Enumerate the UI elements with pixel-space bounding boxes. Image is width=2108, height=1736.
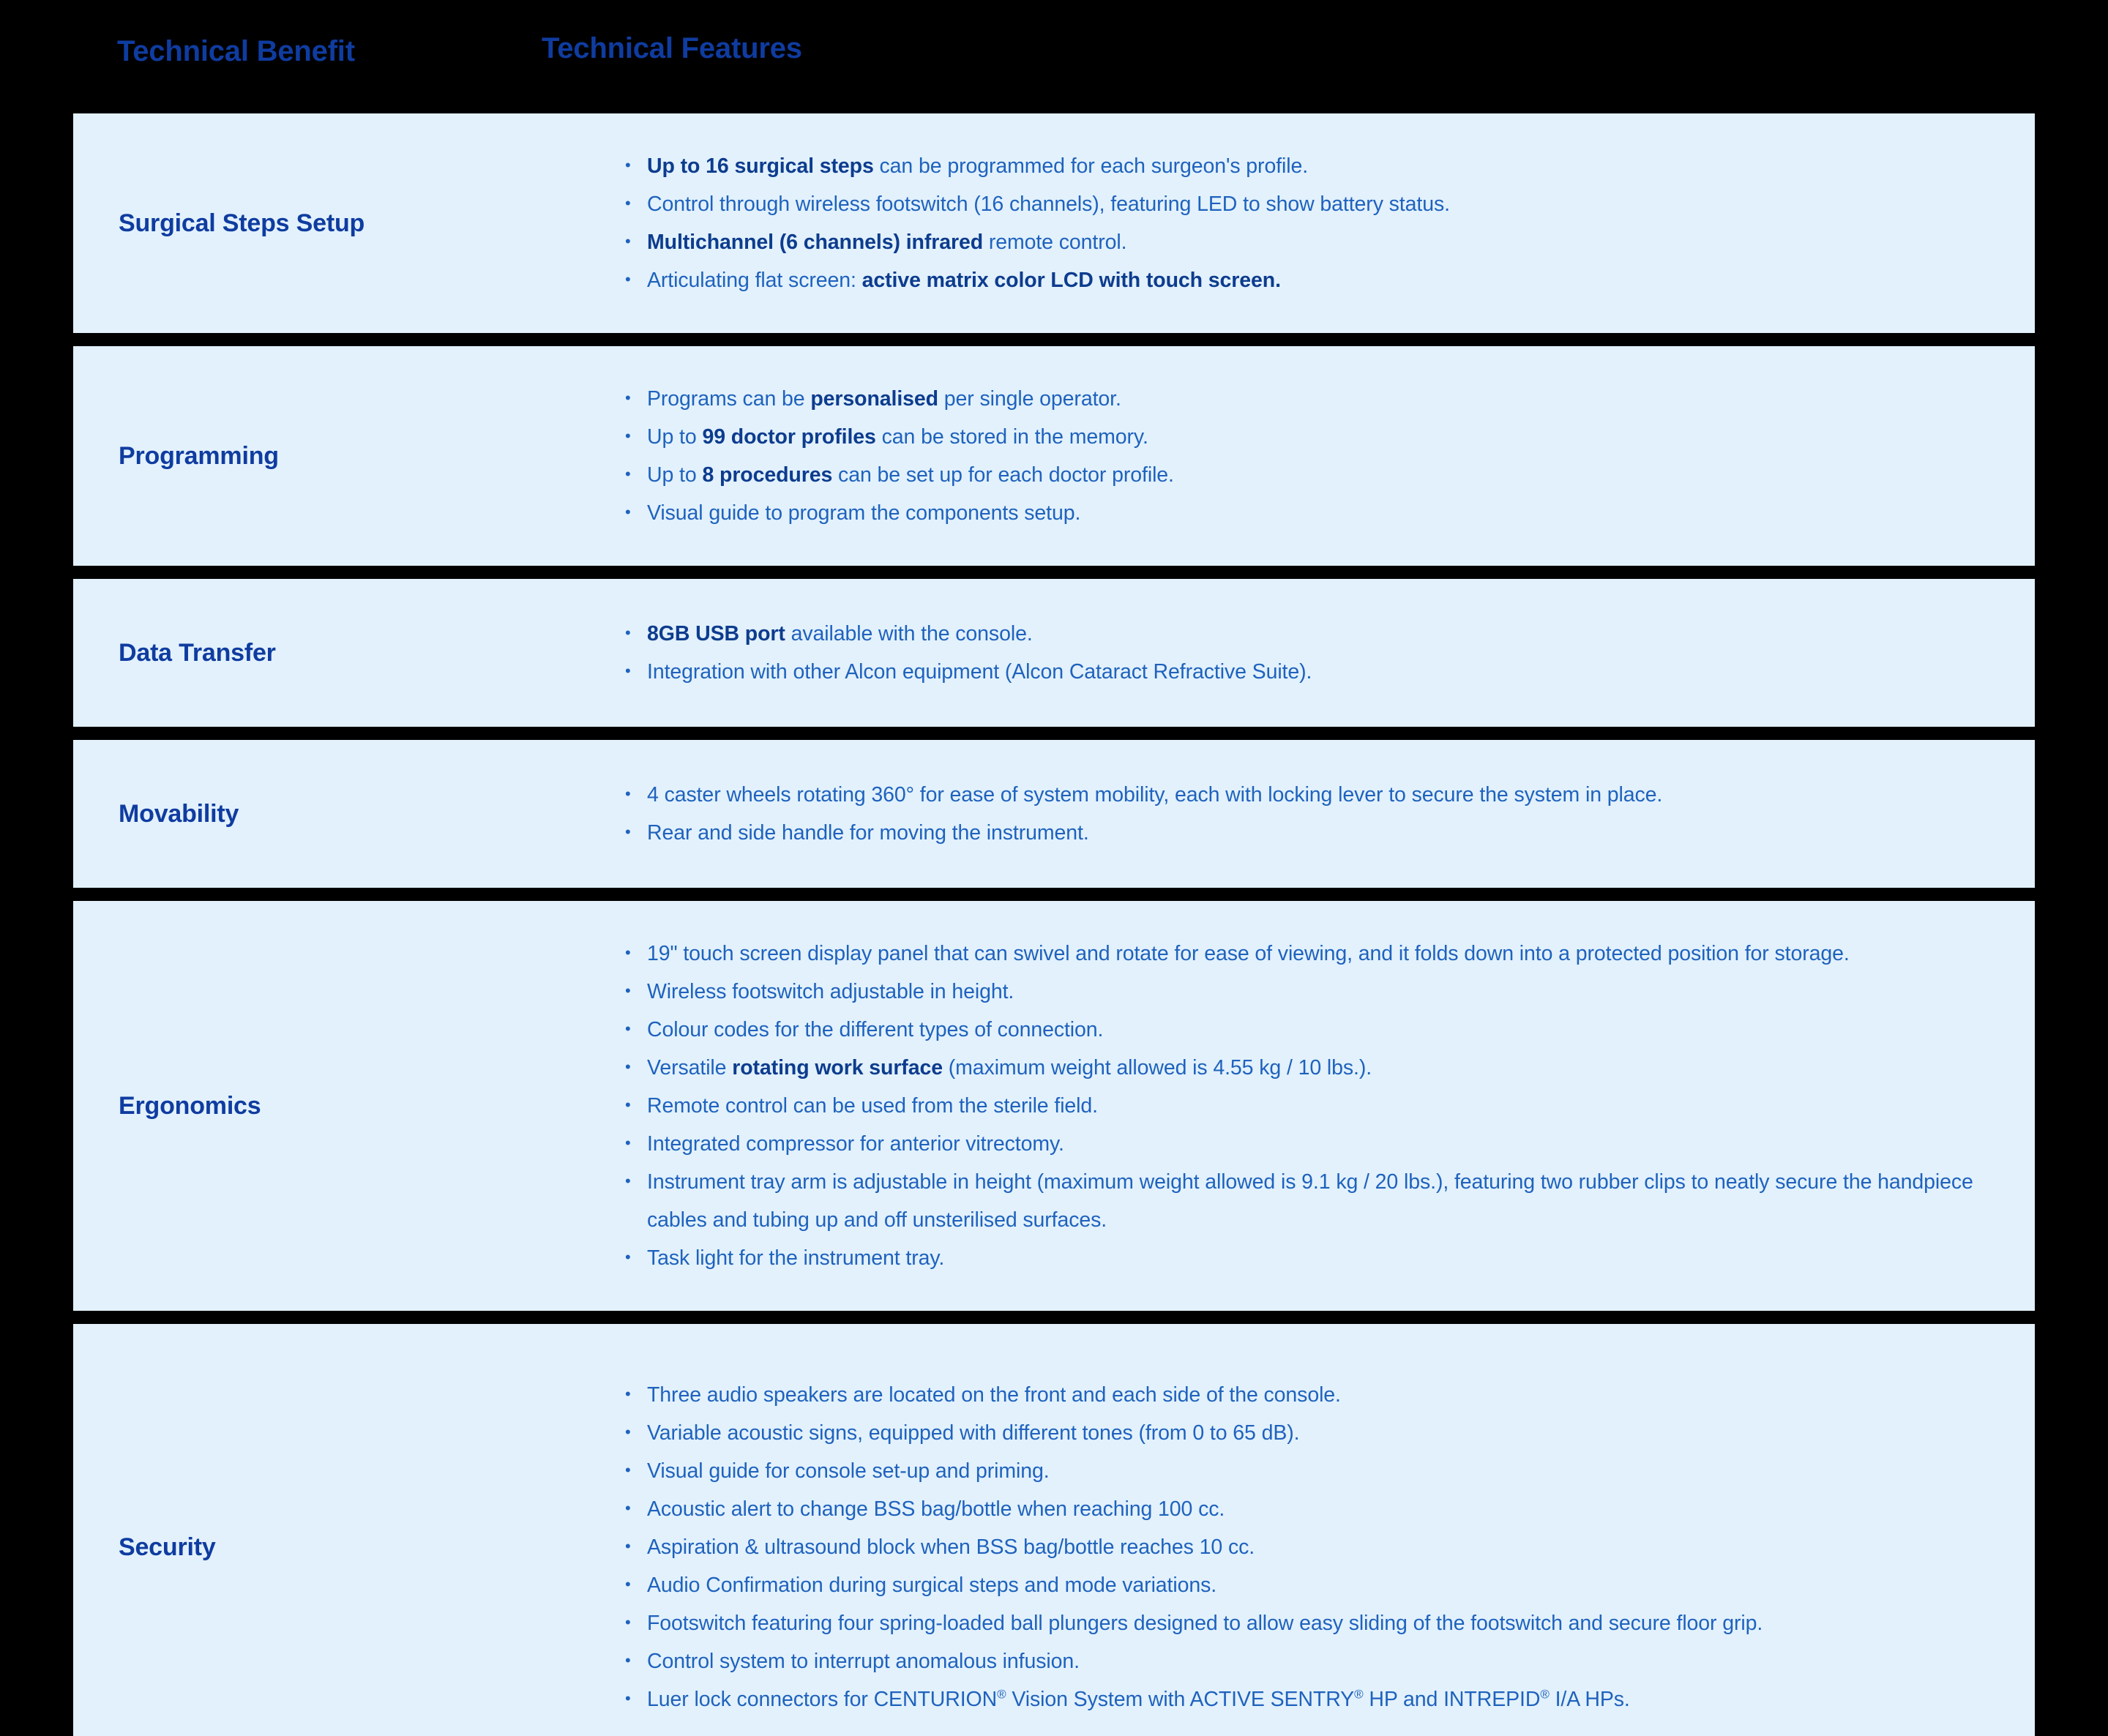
- feature-list: [622, 935, 2001, 1277]
- feature-item: • Luer lock connectors for CENTURION® Vision System with ACTIVE SENTRY® HP and INTREPID® I/A HPs.: [622, 1680, 2001, 1718]
- feature-item: • Up to 8 procedures can be set up for each doctor profile.: [622, 456, 2001, 494]
- feature-list: [622, 615, 2001, 691]
- feature-item: • Remote control can be used from the sterile field.: [622, 1087, 2001, 1125]
- feature-item: • 4 caster wheels rotating 360° for ease of system mobility, each with locking lever to secure the system in place.: [622, 776, 2001, 814]
- feature-item: • Programs can be personalised per single operator.: [622, 380, 2001, 418]
- feature-list: [622, 147, 2001, 299]
- technical-specifications-table: [73, 113, 2035, 1736]
- benefit-cell: [73, 740, 512, 888]
- feature-list: [622, 776, 2001, 852]
- feature-list: [622, 1376, 2001, 1718]
- table-row: [73, 579, 2035, 727]
- column-header-technical-benefit: Technical Benefit: [117, 35, 355, 67]
- feature-item: • Visual guide to program the components setup.: [622, 494, 2001, 532]
- benefit-cell: [73, 1324, 512, 1736]
- feature-item: • Control through wireless footswitch (16 channels), featuring LED to show battery status.: [622, 185, 2001, 223]
- column-header-technical-features: Technical Features: [542, 32, 802, 64]
- table-row: [73, 113, 2035, 333]
- benefit-label: Programming: [119, 441, 279, 470]
- benefit-cell: [73, 901, 512, 1311]
- feature-item: • Multichannel (6 channels) infrared remote control.: [622, 223, 2001, 261]
- benefit-cell: [73, 113, 512, 333]
- features-cell: [512, 346, 2035, 566]
- feature-item: • Up to 99 doctor profiles can be stored in the memory.: [622, 418, 2001, 456]
- benefit-label: Surgical Steps Setup: [119, 209, 365, 237]
- feature-item: • Control system to interrupt anomalous infusion.: [622, 1642, 2001, 1680]
- features-cell: [512, 579, 2035, 727]
- feature-item: • Variable acoustic signs, equipped with different tones (from 0 to 65 dB).: [622, 1414, 2001, 1452]
- benefit-cell: [73, 579, 512, 727]
- benefit-cell: [73, 346, 512, 566]
- benefit-label: Data Transfer: [119, 638, 276, 667]
- feature-item: • Acoustic alert to change BSS bag/bottle when reaching 100 cc.: [622, 1490, 2001, 1528]
- feature-item: • Colour codes for the different types of connection.: [622, 1011, 2001, 1049]
- benefit-label: Security: [119, 1533, 216, 1561]
- feature-item: • 19" touch screen display panel that can swivel and rotate for ease of viewing, and it folds down into a protected position for storage.: [622, 935, 2001, 973]
- feature-item: • Up to 16 surgical steps can be programmed for each surgeon's profile.: [622, 147, 2001, 185]
- feature-item: • Versatile rotating work surface (maximum weight allowed is 4.55 kg / 10 lbs.).: [622, 1049, 2001, 1087]
- table-row: [73, 346, 2035, 566]
- benefit-label: Movability: [119, 799, 239, 828]
- table-column-headers: [0, 0, 2108, 110]
- features-cell: [512, 113, 2035, 333]
- feature-item: • 8GB USB port available with the console.: [622, 615, 2001, 653]
- table-row: [73, 740, 2035, 888]
- table-row: [73, 1324, 2035, 1736]
- feature-item: • Integrated compressor for anterior vitrectomy.: [622, 1125, 2001, 1163]
- feature-item: • Visual guide for console set-up and priming.: [622, 1452, 2001, 1490]
- feature-item: • Task light for the instrument tray.: [622, 1239, 2001, 1277]
- feature-item: • Aspiration & ultrasound block when BSS bag/bottle reaches 10 cc.: [622, 1528, 2001, 1566]
- feature-item: • Rear and side handle for moving the instrument.: [622, 814, 2001, 852]
- feature-item: • Three audio speakers are located on the front and each side of the console.: [622, 1376, 2001, 1414]
- features-cell: [512, 740, 2035, 888]
- feature-list: [622, 380, 2001, 532]
- feature-item: • Wireless footswitch adjustable in height.: [622, 973, 2001, 1011]
- table-row: [73, 901, 2035, 1311]
- benefit-label: Ergonomics: [119, 1091, 261, 1120]
- features-cell: [512, 1324, 2035, 1736]
- feature-item: • Articulating flat screen: active matrix color LCD with touch screen.: [622, 261, 2001, 299]
- features-cell: [512, 901, 2035, 1311]
- feature-item: • Integration with other Alcon equipment (Alcon Cataract Refractive Suite).: [622, 653, 2001, 691]
- feature-item: • Footswitch featuring four spring-loaded ball plungers designed to allow easy sliding of the footswitch and secure floor grip.: [622, 1604, 2001, 1642]
- feature-item: • Audio Confirmation during surgical steps and mode variations.: [622, 1566, 2001, 1604]
- feature-item: • Instrument tray arm is adjustable in height (maximum weight allowed is 9.1 kg / 20 lbs.), featuring two rubber clips to neatly secure the handpiece cables and tubing up and off unsterilised surfaces.: [622, 1163, 2001, 1239]
